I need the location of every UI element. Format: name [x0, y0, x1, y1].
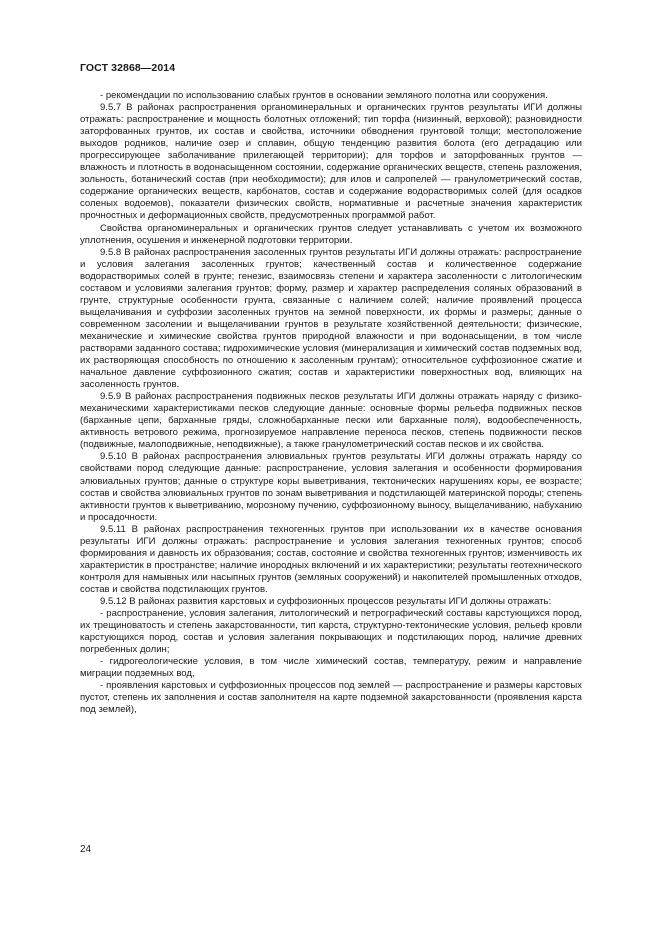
list-item-hydrogeology: - гидрогеологические условия, в том числе химический состав, температуру, режим и направление миграции подземных вод, — [80, 656, 582, 680]
list-item-karst-manifestations: - проявления карстовых и суффозионных процессов под землей — распространение и размеры карстовых пустот, степень их заполнения и состав заполнителя на карте подземной закарстованности (проявления карста под землей), — [80, 680, 582, 716]
paragraph-recommendations: - рекомендации по использованию слабых грунтов в основании земляного полотна или сооружения. — [100, 90, 548, 101]
paragraph-9-5-10: 9.5.10 В районах распространения элювиальных грунтов результаты ИГИ должны отражать наряду со свойствами пород следующие данные: распространение, условия залегания и особенности формирования элювиальных грунтов; данные о структуре коры выветривания, тектонических нарушениях коры, ее возрасте; состав и свойства элювиальных грунтов по зонам выветривания и подстилающей материнской породы; степень активности грунтов к выветриванию, морозному пучению, суффозионному выносу, выщелачиванию, набуханию и просадочности. — [80, 451, 582, 523]
list-item-karst-distribution: - распространение, условия залегания, литологический и петрографический составы карстующихся пород, их трещиноватость и степень закарстованности, тип карста, структурно-тектонические условия, рельеф кровли карстующихся пород, состав и условия залегания покрывающих и подстилающих пород, наличие древних погребенных долин; — [80, 608, 582, 656]
paragraph-organic-soils-properties: Свойства органоминеральных и органических грунтов следует устанавливать с учетом их возможного уплотнения, осушения и инженерной подготовки территории. — [80, 222, 582, 246]
paragraph-9-5-7: 9.5.7 В районах распространения органоминеральных и органических грунтов результаты ИГИ должны отражать: распространение и мощность болотных отложений; тип торфа (низинный, верховой); разновидности заторфованных грунтов, их состав и свойства, источники обводнения грунтовой толщи; местоположение выходов родников, наличие озер и сплавин, общую тенденцию развития болота (его деградацию или прогрессирующее заболачивание прилегающей территории); для торфов и заторфованных грунтов — влажность и плотность в водонасыщенном состоянии, содержание органических веществ, степень разложения, зольность, ботанический состав (при необходимости); для илов и сапропелей — гранулометрический состав, содержание органических веществ, карбонатов, состав и содержание водорастворимых солей (для осадков соленых водоемов), показатели физических свойств, нормативные и расчетные значения характеристик прочностных и деформационных свойств, предусмотренных программой работ. — [80, 102, 582, 222]
document-body — [80, 90, 582, 716]
page-number: 24 — [80, 844, 92, 855]
paragraph-9-5-12: 9.5.12 В районах развития карстовых и суффозионных процессов результаты ИГИ должны отражать: — [100, 595, 552, 607]
standard-header: ГОСТ 32868—2014 — [80, 62, 176, 74]
paragraph-9-5-9: 9.5.9 В районах распространения подвижных песков результаты ИГИ должны отражать наряду с физико-механическими характеристиками песков следующие данные: основные формы рельефа подвижных песков (барханные цепи, барханные гряды, сложнобарханные пески или барханные поля), водообеспеченность, активность ветрового режима, прогнозируемое направление переноса песков, степень подвижности песков (подвижные, малоподвижные, неподвижные), а также гранулометрический состав песков и их свойства. — [80, 391, 582, 451]
paragraph-9-5-11: 9.5.11 В районах распространения техногенных грунтов при использовании их в качестве основания результаты ИГИ должны отражать: распространение и условия залегания техногенных грунтов; способ формирования и давность их образования; состав, состояние и свойства техногенных грунтов; изменчивость их характеристик в пространстве; наличие инородных включений и их характеристики; результаты геотехнического контроля для намывных или насыпных грунтов (земляных сооружений) и накопителей промышленных отходов, состав и свойства подстилающих грунтов. — [80, 523, 582, 595]
paragraph-9-5-8: 9.5.8 В районах распространения засоленных грунтов результаты ИГИ должны отражать: распространение и условия залегания засоленных грунтов; качественный состав и количественное содержание водорастворимых солей в грунте; генезис, взаимосвязь степени и характера засоленности с литологическим составом и условиями залегания грунтов; форму, размер и характер распределения соляных образований в грунте, структурные особенности грунта, связанные с наличием солей; наличие проявлений процесса выщелачивания и суффозии засоленных грунтов на земной поверхности, их формы и размеры; данные о современном засолении и выщелачивании грунтов в результате хозяйственной деятельности; физические, механические и химические свойства грунтов природной влажности и при водонасыщении, в том числе растворами заданного состава; гидрохимические условия (минерализация и химический состав подземных вод, их растворяющая способность по отношению к засоленным грунтам); относительное суффозионное сжатие и начальное давление суффозионного сжатия; состав и характеристики поверхностных вод, влияющих на засоленность грунтов. — [80, 246, 582, 391]
